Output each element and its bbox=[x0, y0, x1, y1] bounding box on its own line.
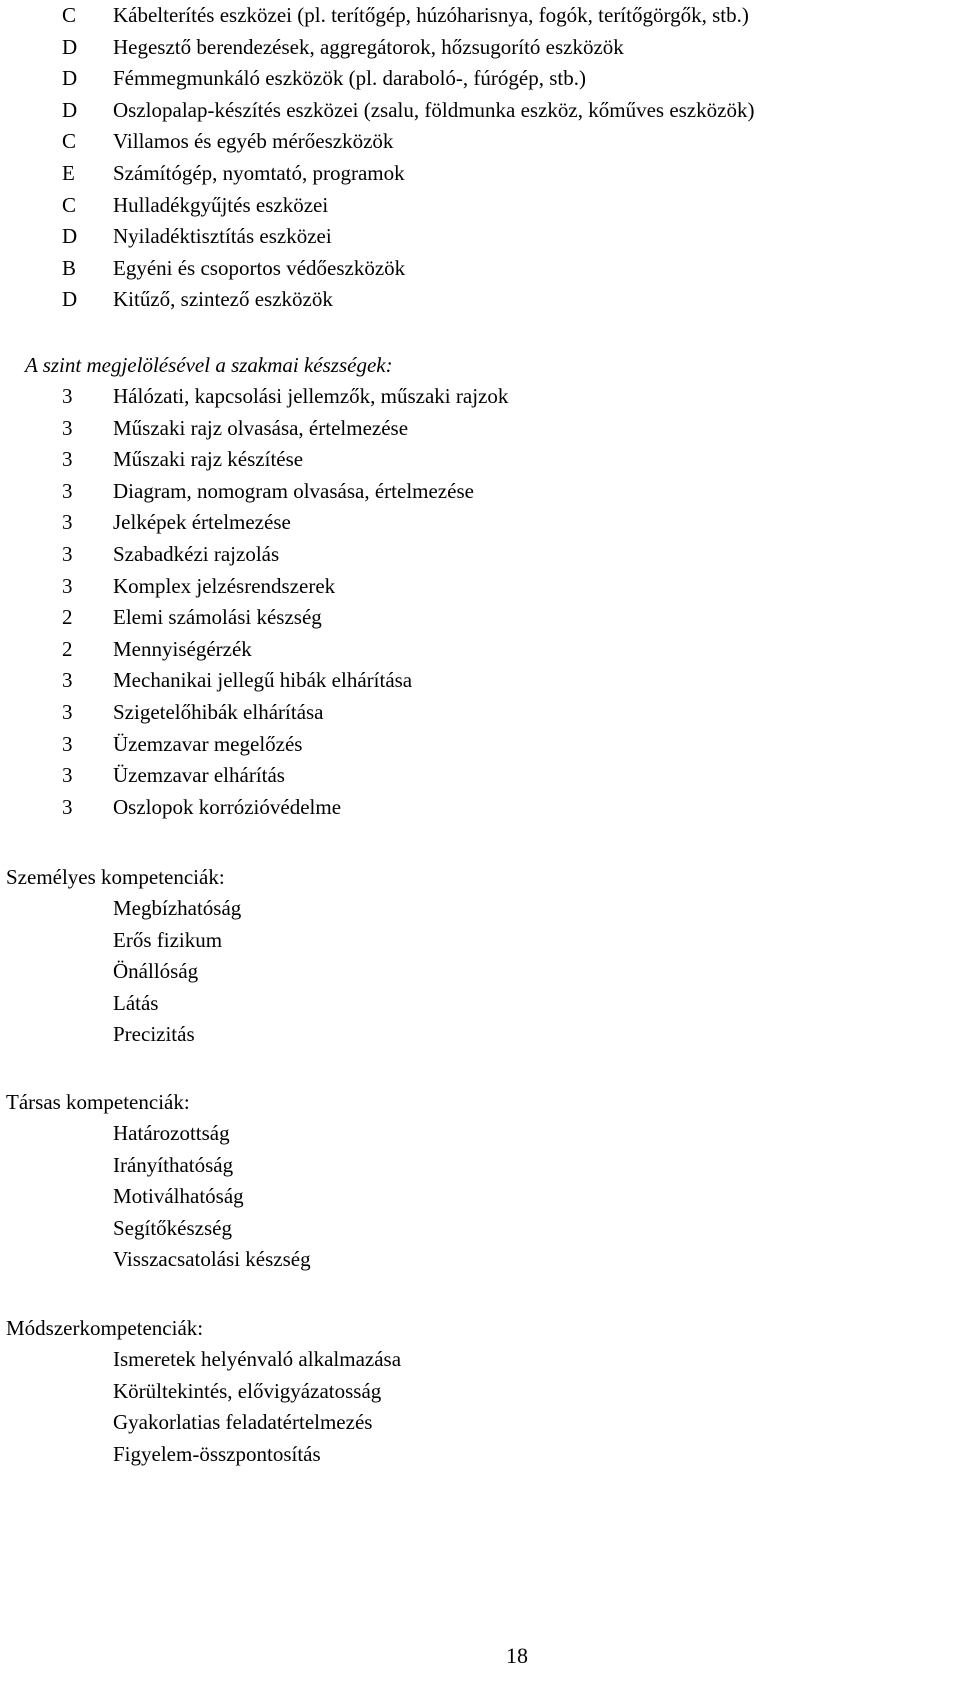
skill-level: 3 bbox=[62, 415, 73, 440]
tool-text: Számítógép, nyomtató, programok bbox=[113, 160, 405, 185]
skill-text: Üzemzavar megelőzés bbox=[113, 731, 303, 756]
level-code: C bbox=[62, 3, 77, 27]
skill-text: Mennyiségérzék bbox=[113, 636, 252, 661]
skill-level: 3 bbox=[62, 447, 73, 472]
tool-row bbox=[0, 95, 960, 127]
skill-text: Elemi számolási készség bbox=[113, 605, 322, 630]
level-code: C bbox=[62, 192, 77, 217]
skill-text: Komplex jelzésrendszerek bbox=[113, 573, 336, 598]
skill-row bbox=[0, 729, 960, 761]
skill-row bbox=[0, 760, 960, 792]
tool-row bbox=[0, 190, 960, 222]
level-code: E bbox=[62, 160, 75, 185]
tool-text: Villamos és egyéb mérőeszközök bbox=[113, 129, 394, 154]
skill-level: 3 bbox=[62, 731, 73, 756]
competency-item: Önállóság bbox=[113, 959, 199, 984]
competency-item: Segítőkészség bbox=[113, 1215, 232, 1240]
tool-text: Oszlopalap-készítés eszközei (zsalu, földmunka eszköz, kőműves eszközök) bbox=[113, 97, 755, 122]
skill-row bbox=[0, 792, 960, 824]
competency-item: Visszacsatolási készség bbox=[113, 1247, 311, 1272]
skill-text: Üzemzavar elhárítás bbox=[113, 763, 285, 788]
competency-item: Körültekintés, elővigyázatosság bbox=[113, 1378, 382, 1403]
skill-row bbox=[0, 507, 960, 539]
skill-level: 3 bbox=[62, 699, 73, 724]
tool-row bbox=[0, 0, 960, 32]
tool-text: Kábelterítés eszközei (pl. terítőgép, húzóharisnya, fogók, terítőgörgők, stb.) bbox=[113, 3, 749, 27]
skill-row bbox=[0, 444, 960, 476]
level-code: D bbox=[62, 287, 78, 312]
tool-row bbox=[0, 32, 960, 64]
skill-row bbox=[0, 413, 960, 445]
tool-row bbox=[0, 63, 960, 95]
skill-level: 3 bbox=[62, 510, 73, 535]
skill-level: 3 bbox=[62, 384, 73, 408]
skill-text: Műszaki rajz készítése bbox=[113, 447, 304, 472]
skills-list bbox=[0, 381, 960, 823]
skill-level: 3 bbox=[62, 541, 73, 566]
personal-competencies-list bbox=[0, 893, 960, 1051]
skill-level: 3 bbox=[62, 478, 73, 503]
skill-row bbox=[0, 539, 960, 571]
tool-row bbox=[0, 284, 960, 316]
competency-item: Precizitás bbox=[113, 1022, 195, 1047]
skill-row bbox=[0, 381, 960, 413]
level-code: C bbox=[62, 129, 77, 154]
competency-item: Irányíthatóság bbox=[113, 1152, 234, 1177]
tool-row bbox=[0, 158, 960, 190]
level-code: D bbox=[62, 97, 78, 122]
personal-competencies-heading: Személyes kompetenciák: bbox=[6, 865, 225, 889]
skill-level: 3 bbox=[62, 573, 73, 598]
competency-item: Határozottság bbox=[113, 1121, 230, 1145]
skill-text: Jelképek értelmezése bbox=[113, 510, 291, 535]
tool-row bbox=[0, 126, 960, 158]
skill-text: Hálózati, kapcsolási jellemzők, műszaki rajzok bbox=[113, 384, 509, 408]
skills-heading: A szint megjelölésével a szakmai készségek: bbox=[25, 353, 393, 377]
tool-text: Fémmegmunkáló eszközök (pl. daraboló-, fúrógép, stb.) bbox=[113, 66, 586, 91]
skill-row bbox=[0, 571, 960, 603]
level-code: D bbox=[62, 34, 78, 59]
skill-row bbox=[0, 634, 960, 666]
competency-item: Ismeretek helyénvaló alkalmazása bbox=[113, 1347, 402, 1371]
skill-row bbox=[0, 665, 960, 697]
competency-item: Látás bbox=[113, 990, 159, 1015]
tool-text: Nyiladéktisztítás eszközei bbox=[113, 224, 332, 249]
level-code: D bbox=[62, 66, 78, 91]
skill-row bbox=[0, 476, 960, 508]
skill-level: 2 bbox=[62, 605, 73, 630]
skill-row bbox=[0, 602, 960, 634]
skill-level: 3 bbox=[62, 668, 73, 693]
tool-row bbox=[0, 253, 960, 285]
skill-text: Műszaki rajz olvasása, értelmezése bbox=[113, 415, 409, 440]
social-competencies-heading: Társas kompetenciák: bbox=[6, 1090, 190, 1114]
tool-text: Hulladékgyűjtés eszközei bbox=[113, 192, 329, 217]
skill-text: Oszlopok korrózióvédelme bbox=[113, 794, 342, 819]
tool-text: Hegesztő berendezések, aggregátorok, hőzsugorító eszközök bbox=[113, 34, 624, 59]
skill-text: Mechanikai jellegű hibák elhárítása bbox=[113, 668, 413, 693]
level-code: D bbox=[62, 224, 78, 249]
tools-list bbox=[0, 0, 960, 316]
tool-text: Egyéni és csoportos védőeszközök bbox=[113, 255, 406, 280]
skill-level: 3 bbox=[62, 794, 73, 819]
skill-level: 3 bbox=[62, 763, 73, 788]
skill-text: Szigetelőhibák elhárítása bbox=[113, 699, 324, 724]
competency-item: Erős fizikum bbox=[113, 927, 223, 952]
competency-item: Figyelem-összpontosítás bbox=[113, 1441, 321, 1466]
competency-item: Gyakorlatias feladatértelmezés bbox=[113, 1410, 373, 1435]
skill-text: Szabadkézi rajzolás bbox=[113, 541, 280, 566]
competency-item: Megbízhatóság bbox=[113, 896, 242, 920]
skill-row bbox=[0, 697, 960, 729]
competency-item: Motiválhatóság bbox=[113, 1184, 244, 1209]
tool-text: Kitűző, szintező eszközök bbox=[113, 287, 333, 312]
tool-row bbox=[0, 221, 960, 253]
social-competencies-list bbox=[0, 1118, 960, 1276]
skill-level: 2 bbox=[62, 636, 73, 661]
method-competencies-heading: Módszerkompetenciák: bbox=[6, 1316, 204, 1340]
method-competencies-list bbox=[0, 1344, 960, 1470]
skill-text: Diagram, nomogram olvasása, értelmezése bbox=[113, 478, 474, 503]
page-number: 18 bbox=[506, 1643, 528, 1668]
level-code: B bbox=[62, 255, 77, 280]
